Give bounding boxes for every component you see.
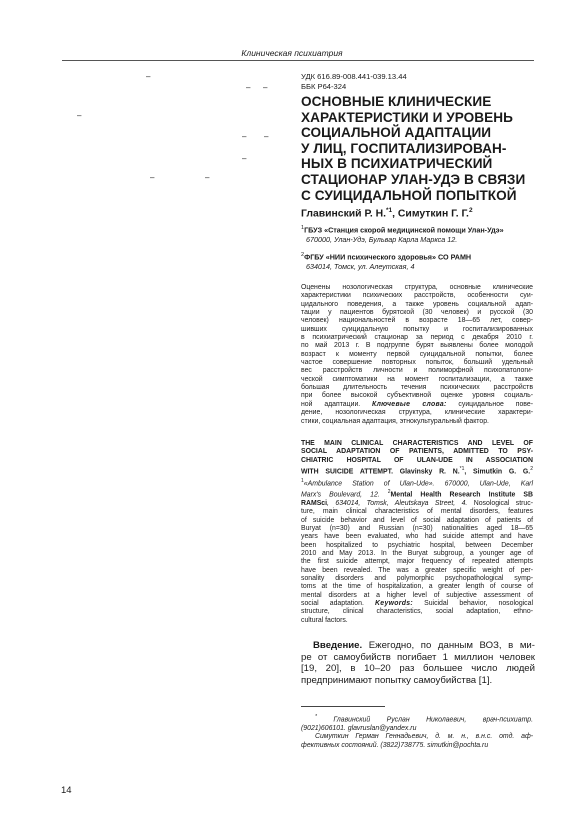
en-abstract-line: have been revealed. The was a greater specific weight of per- <box>301 566 533 574</box>
author-name: Главинский Р. Н. <box>301 208 386 220</box>
abstract-line: шивших суицидальную попытку и госпитализированных <box>301 325 533 333</box>
footnote-2 <box>301 733 533 751</box>
author-list <box>301 207 473 219</box>
intro-line: ре от самоубийств погибает 1 миллион человек <box>301 651 535 663</box>
affiliation-org: ГБУЗ «Станция скорой медицинской помощи Улан-Удэ» <box>304 225 504 235</box>
abstract-line: по май 2013 г. В подгруппе бурят выявлены более молодой <box>301 342 533 350</box>
affiliation-1 <box>301 224 504 244</box>
en-affiliation-line <box>301 500 533 508</box>
abstract-line-text: ной адаптации. <box>301 400 361 408</box>
en-author-superscript: *1 <box>459 466 465 473</box>
en-title-end: WITH SUICIDE ATTEMPT. <box>301 468 393 476</box>
affiliation-mark: 2 <box>301 252 305 258</box>
en-abstract-line: toms at the time of hospitalization, a greater length of course of <box>301 583 533 591</box>
abstract-line: возраст к моменту первой суицидальной попытки, более <box>301 350 533 358</box>
en-title-line: CHIATRIC HOSPITAL OF ULAN-UDE IN ASSOCIATION <box>301 456 533 464</box>
en-abstract-line: the first suicide attempt, major frequency of repeated attempts <box>301 558 533 566</box>
margin-mark: – <box>242 132 247 141</box>
footnote-line: фективных состояний. (3822)738775. simutkin@pochta.ru <box>301 741 489 749</box>
intro-line: [19, 20], в 10–20 раз большее число людей <box>301 663 535 675</box>
abstract-ru <box>301 284 533 426</box>
intro-line <box>301 640 535 652</box>
margin-mark: – <box>264 132 269 141</box>
title-line: СОЦИАЛЬНОЙ АДАПТАЦИИ <box>301 125 492 141</box>
affiliation-address: 670000, Улан-Удэ, Бульвар Карла Маркса 12. <box>306 234 458 244</box>
margin-mark: – <box>150 173 155 182</box>
footnote-line: Симуткин Герман Геннадьевич, д. м. н., в.н.с. отд. аф- <box>315 733 533 740</box>
en-keywords-label: Keywords: <box>375 600 413 608</box>
en-abstract-line: of suicide behavior and level of social adaptation of patients of <box>301 516 533 524</box>
footnote-line: (9021)606101. glavruslan@yandex.ru <box>301 725 417 733</box>
affiliation-org: ФГБУ «НИИ психического здоровья» СО РАМН <box>304 252 472 262</box>
title-line: СТАЦИОНАР УЛАН-УДЭ В СВЯЗИ <box>301 171 526 187</box>
en-abstract-text: social adaptation. <box>301 600 364 608</box>
margin-mark: – <box>205 173 210 182</box>
affiliation-address: 634014, Томск, ул. Алеутская, 4 <box>306 261 415 271</box>
margin-mark: – <box>246 83 251 92</box>
en-keywords-text: Suicidal behavior, nosological <box>412 600 533 608</box>
author-superscript: *1 <box>385 207 393 214</box>
title-line: ОСНОВНЫЕ КЛИНИЧЕСКИЕ <box>301 94 492 109</box>
en-affiliation-text: «Ambulance Station of Ulan-Ude». 670000, Ulan-Ude, Karl <box>303 479 533 487</box>
en-keywords-line: structure, clinical characteristics, social adaptation, ethno- <box>301 608 533 616</box>
en-affiliation-line <box>301 477 533 489</box>
footnote-text: Главинский Руслан Николаевич, врач-психиатр. <box>333 716 533 724</box>
title-line: У ЛИЦ, ГОСПИТАЛИЗИРОВАН- <box>301 140 507 156</box>
footnote-mark: * <box>315 714 317 720</box>
keywords-line: дение, нозологическая структура, клинические характери- <box>301 409 533 417</box>
page-number: 14 <box>61 785 72 796</box>
abstract-line <box>301 401 533 409</box>
en-abstract-line: ture, main clinical characteristics of mental disorders, features <box>301 508 533 516</box>
abstract-line: ческой симптоматики на момент госпитализации, а также <box>301 375 533 383</box>
abstract-line: вес расстройств личности и полиморфной психопатологи- <box>301 367 533 375</box>
en-author-separator: , <box>464 468 474 476</box>
title-line: С СУИЦИДАЛЬНОЙ ПОПЫТКОЙ <box>301 187 517 203</box>
en-abstract-line: Buryat (n=30) and Russian (n=30) nationalities aged 18—65 <box>301 524 533 532</box>
abstract-line: частое совершение повторных попыток, больший удельный <box>301 359 533 367</box>
en-title-line: THE MAIN CLINICAL CHARACTERISTICS AND LEVEL OF <box>301 440 533 447</box>
header-divider <box>62 60 534 61</box>
en-affiliation-text: Marx's Boulevard, 12. <box>301 491 380 499</box>
en-keywords-line <box>301 600 533 608</box>
en-affiliation-mark: 2 <box>387 489 391 496</box>
margin-mark: – <box>263 83 268 92</box>
intro-text: Ежегодно, по данным ВОЗ, в ми- <box>362 640 535 651</box>
en-affiliation-mark: 1 <box>301 477 304 484</box>
en-abstract-text: Nosological struc- <box>467 499 533 507</box>
intro-line: предпринимают попытку самоубийства [1]. <box>301 674 493 686</box>
en-affiliation-org: Mental Health Research Institute SB <box>390 491 533 499</box>
footnote-divider <box>301 706 385 707</box>
en-abstract-line: mental disorders at a higher level of subjective assessment of <box>301 591 533 599</box>
footnote-1 <box>301 713 533 734</box>
en-affiliation-org: RAMSci <box>301 499 328 507</box>
title-line: НЫХ В ПСИХИАТРИЧЕСКИЙ <box>301 156 493 172</box>
keywords-label: Ключевые слова: <box>372 400 447 408</box>
abstract-line: характеристики психических расстройств, особенности суи- <box>301 292 533 300</box>
en-affiliation-line <box>301 488 533 500</box>
article-title <box>301 94 533 203</box>
en-title-line: SOCIAL ADAPTATION OF PATIENTS, ADMITTED TO PSY- <box>301 448 533 456</box>
en-author-superscript: 2 <box>530 466 533 473</box>
abstract-line: большая длительность течения психических расстройств <box>301 384 533 392</box>
footnote-line <box>301 713 533 725</box>
keywords-line: стики, социальная адаптация, этнокультуральный фактор. <box>301 417 489 425</box>
introduction <box>301 640 535 686</box>
keywords-text: суицидальное пове- <box>446 400 533 408</box>
en-title-authors-line <box>301 465 533 477</box>
en-author-name: Simutkin G. G. <box>473 468 531 476</box>
margin-mark: – <box>146 72 151 81</box>
margin-mark: – <box>77 111 82 120</box>
author-superscript: 2 <box>468 207 473 214</box>
abstract-line: при более высокой субъективной оценке уровня социаль- <box>301 392 533 400</box>
en-affiliation-address: , 634014, Tomsk, Aleutskaya Street, 4. <box>327 499 468 507</box>
en-abstract-line: sonality disorders and polymorphic psychopathological symp- <box>301 575 533 583</box>
abstract-line: Оценены нозологическая структура, основные клинические <box>301 284 533 291</box>
en-abstract-line: years have been evaluated, who had suicide attempt and have <box>301 533 533 541</box>
abstract-line: человек) национальностей в возрасте 18—65 лет, совер- <box>301 317 533 325</box>
en-abstract-line: been hospitalized to psychiatric hospital, between December <box>301 541 533 549</box>
author-name: Симуткин Г. Г. <box>397 208 469 220</box>
bbk-code: ББК Р64-324 <box>301 82 347 91</box>
title-line: ХАРАКТЕРИСТИКИ И УРОВЕНЬ <box>301 109 513 125</box>
en-abstract-line: 2010 and May 2013. In the Buryat subgroup, a younger age of <box>301 550 533 558</box>
abstract-line: в психиатрический стационар за период с декабря 2010 г. <box>301 334 533 342</box>
margin-mark: – <box>242 154 247 163</box>
affiliation-mark: 1 <box>301 225 305 231</box>
intro-heading: Введение. <box>313 640 363 651</box>
en-author-name: Glavinsky R. N. <box>393 468 460 476</box>
abstract-line: цидального поведения, а также уровень социальной адап- <box>301 300 533 308</box>
running-header: Клиническая психиатрия <box>241 48 343 58</box>
affiliation-2 <box>301 251 471 271</box>
udc-code: УДК 616.89-008.441-039.13.44 <box>301 72 407 81</box>
abstract-line: тации у пациентов бурятской (30 человек) и русской (30 <box>301 309 533 317</box>
en-keywords-line: cultural factors. <box>301 616 348 624</box>
author-separator: , <box>392 208 398 220</box>
abstract-en <box>301 440 533 625</box>
